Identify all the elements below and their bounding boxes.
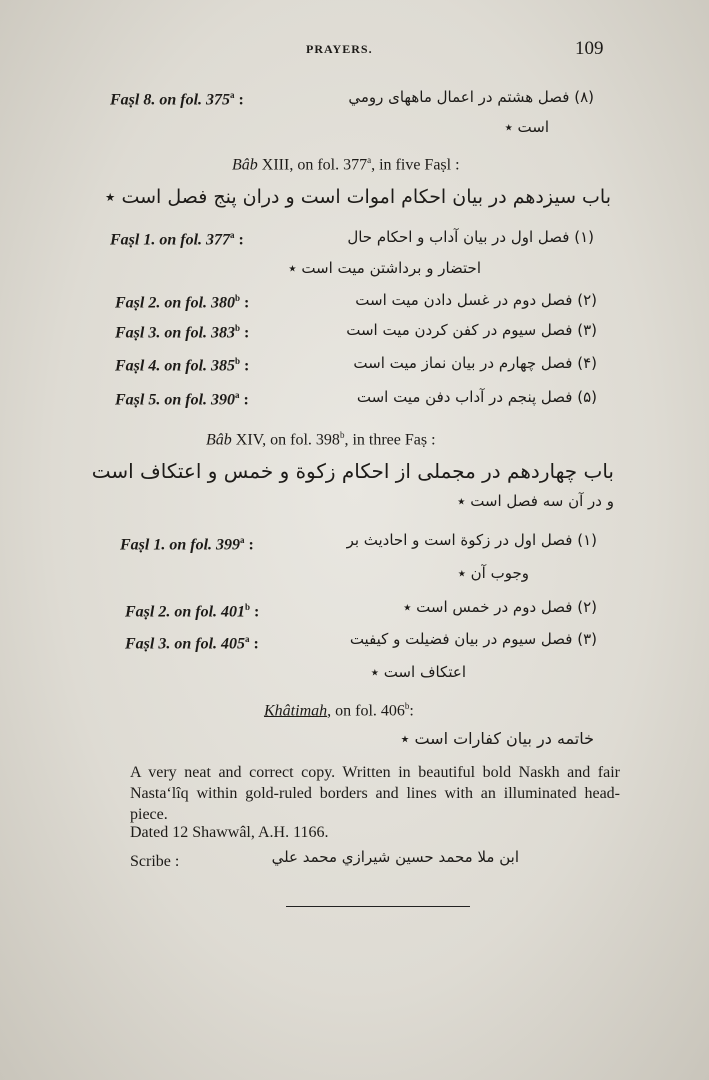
scribe-name: ابن ملا محمد حسین شیرازي محمد علي (271, 848, 519, 866)
arabic-entry: (۳) فصل سیوم در بیان فضیلت و کیفیت (349, 630, 597, 648)
fasl-ref: Faṣl 3. on fol. 405$^a$ : (125, 634, 259, 653)
arabic-entry: (۱) فصل اول در زکوة است و احادیث بر (346, 531, 597, 549)
arabic-continuation: است ٭ (504, 118, 549, 136)
running-header: PRAYERS. (306, 42, 373, 56)
fasl-ref: Faṣl 4. on fol. 385$^b$ : (115, 356, 250, 375)
fasl-ref: Faṣl 1. on fol. 399$^a$ : (120, 535, 254, 554)
fasl-ref: Faṣl 3. on fol. 383$^b$ : (115, 323, 250, 342)
arabic-entry: (۴) فصل چهارم در بیان نماز میت است (353, 354, 597, 372)
fasl-ref: Faṣl 2. on fol. 401$^b$ : (125, 602, 260, 621)
arabic-continuation: وجوب آن ٭ (457, 564, 529, 582)
date-line: Dated 12 Shawwâl, A.H. 1166. (130, 824, 329, 841)
arabic-line: خاتمه در بیان کفارات است ٭ (400, 729, 594, 748)
arabic-entry: (۵) فصل پنجم در آداب دفن میت است (356, 388, 597, 406)
fasl-ref: Faṣl 8. on fol. 375$^a$ : (110, 90, 244, 109)
arabic-entry: (۲) فصل دوم در غسل دادن میت است (355, 291, 597, 309)
arabic-line: باب سیزدهم در بیان احکام اموات است و دران پنج فصل است ٭ (105, 186, 611, 208)
arabic-entry: (۸) فصل هشتم در اعمال ماههای رومي (348, 88, 594, 106)
arabic-entry: (۱) فصل اول در بیان آداب و احکام حال (347, 228, 594, 246)
section-heading: Bâb XIV, on fol. 398$^b$, in three Faṣ : (206, 430, 436, 449)
page-number: 109 (575, 38, 604, 59)
section-heading: Khâtimah, on fol. 406$^b$: (264, 701, 414, 720)
fasl-ref: Faṣl 1. on fol. 377$^a$ : (110, 230, 244, 249)
closing-rule (286, 906, 470, 907)
arabic-line: باب چهاردهم در مجملی از احکام زکوة و خمس و اعتکاف است (91, 459, 614, 483)
arabic-continuation: احتضار و برداشتن میت است ٭ (288, 259, 481, 277)
description-paragraph: A very neat and correct copy. Written in beautiful bold Naskh and fair Nastaʻlîq within gold-ruled borders and lines with an illuminated head-piece. (130, 764, 620, 823)
fasl-ref: Faṣl 5. on fol. 390$^a$ : (115, 390, 249, 409)
arabic-line: و در آن سه فصل است ٭ (457, 492, 614, 510)
arabic-continuation: اعتکاف است ٭ (370, 663, 466, 681)
arabic-entry: (۲) فصل دوم در خمس است ٭ (403, 598, 597, 616)
scribe-label: Scribe : (130, 853, 180, 870)
arabic-entry: (۳) فصل سیوم در کفن کردن میت است (346, 321, 597, 339)
fasl-ref: Faṣl 2. on fol. 380$^b$ : (115, 293, 250, 312)
section-heading: Bâb XIII, on fol. 377$^a$, in five Faṣl : (232, 155, 460, 174)
